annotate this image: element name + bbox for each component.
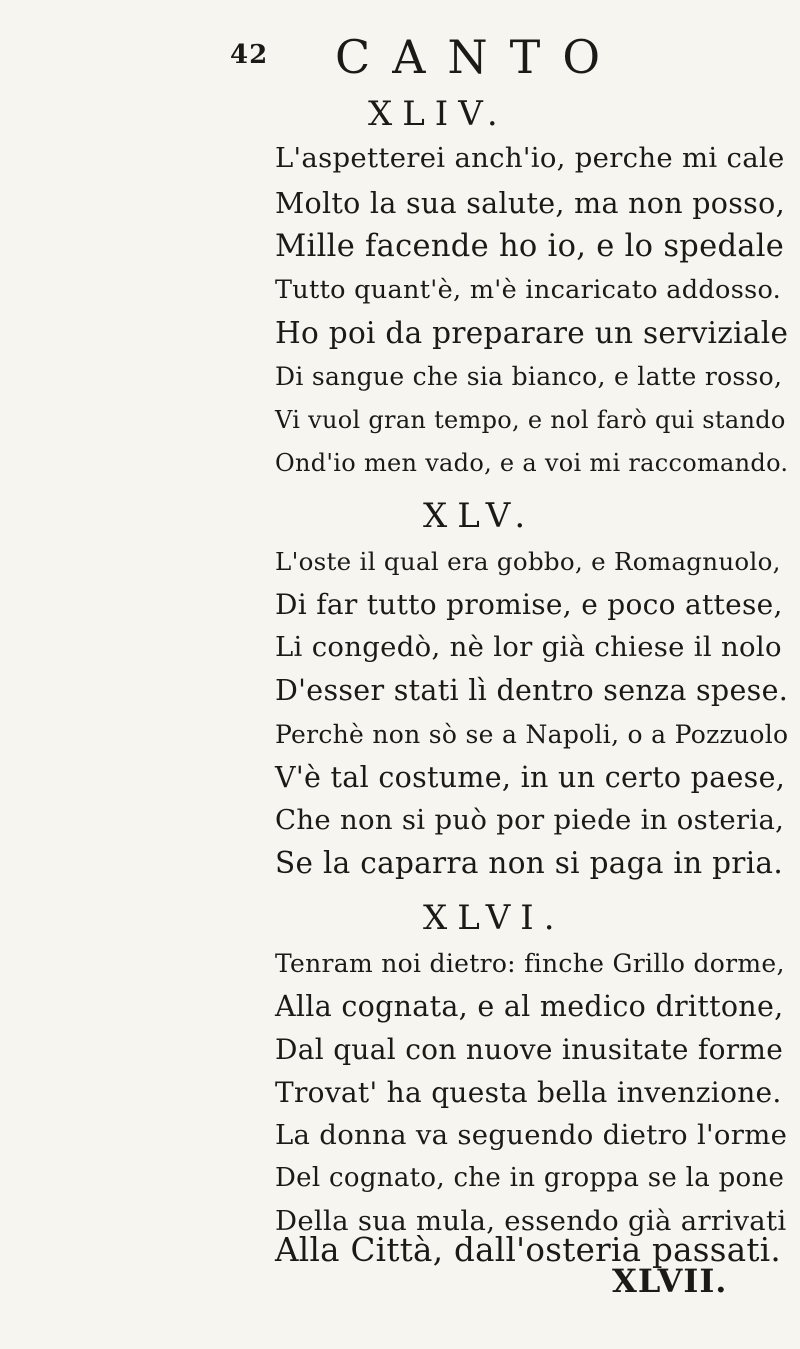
stanza-number: XLIV. <box>368 94 508 134</box>
verse-line: Vi vuol gran tempo, e nol farò qui stando <box>275 406 786 434</box>
verse-line: V'è tal costume, in un certo paese, <box>275 761 786 794</box>
verse-line: Tutto quant'è, m'è incaricato addosso. <box>275 275 782 305</box>
verse-line: Ho poi da preparare un serviziale <box>275 316 789 350</box>
verse-line: Dal qual con nuove inusitate forme <box>275 1033 784 1066</box>
verse-line: Del cognato, che in groppa se la pone <box>275 1163 785 1193</box>
stanza-number: XLV. <box>423 496 536 536</box>
verse-line: Molto la sua salute, ma non posso, <box>275 187 785 220</box>
verse-line: L'oste il qual era gobbo, e Romagnuolo, <box>275 547 781 576</box>
verse-line: Alla cognata, e al medico drittone, <box>275 990 784 1023</box>
stanza-number: XLVI. <box>423 898 565 938</box>
verse-line: Della sua mula, essendo già arrivati <box>275 1205 787 1237</box>
catchword: XLVII. <box>612 1262 728 1300</box>
verse-line: Alla Città, dall'osteria passati. <box>275 1231 782 1269</box>
verse-line: Trovat' ha questa bella invenzione. <box>275 1076 782 1109</box>
verse-line: Di far tutto promise, e poco attese, <box>275 588 783 621</box>
verse-line: Se la caparra non si paga in pria. <box>275 846 783 880</box>
verse-line: Li congedò, nè lor già chiese il nolo <box>275 631 782 663</box>
verse-line: Perchè non sò se a Napoli, o a Pozzuolo <box>275 720 789 749</box>
verse-line: L'aspetterei anch'io, perche mi cale <box>275 142 785 174</box>
verse-line: Mille facende ho io, e lo spedale <box>275 229 785 264</box>
verse-line: Ond'io men vado, e a voi mi raccomando. <box>275 449 789 477</box>
verse-line: La donna va seguendo dietro l'orme <box>275 1119 788 1151</box>
verse-line: Di sangue che sia bianco, e latte rosso, <box>275 362 783 391</box>
verse-line: Che non si può por piede in osteria, <box>275 804 785 836</box>
page-number: 42 <box>230 40 269 70</box>
running-head: CANTO <box>335 30 623 84</box>
verse-line: Tenram noi dietro: finche Grillo dorme, <box>275 949 785 978</box>
verse-line: D'esser stati lì dentro senza spese. <box>275 674 789 707</box>
